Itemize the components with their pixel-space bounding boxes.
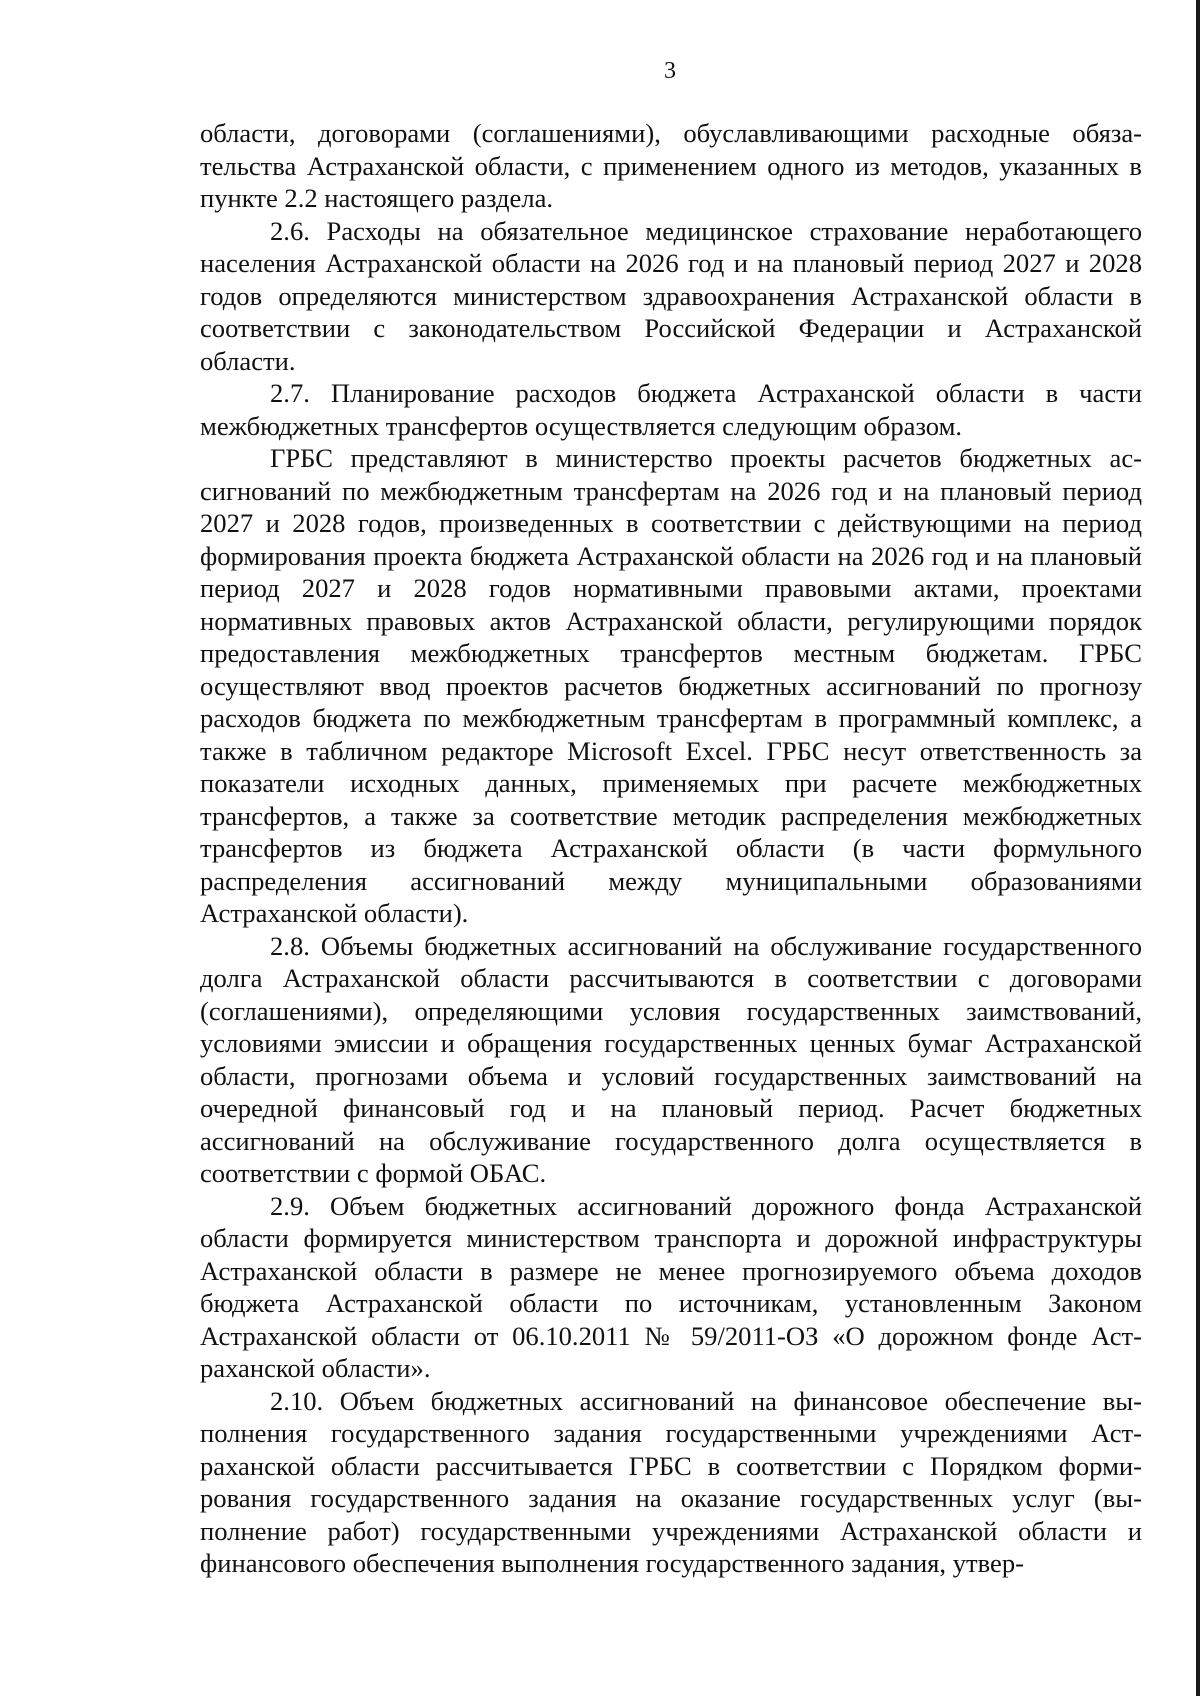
document-body xyxy=(200,117,1142,1580)
page-number: 3 xyxy=(664,58,676,84)
paragraph-2-7: 2.7. Планирование расходов бюджета Астраханской области в части межбюджетных трансфертов осуществляется следующим образом. xyxy=(200,378,1142,441)
paragraph-2-6: 2.6. Расходы на обязательное медицинское страхование неработающего населения Астраханской области на 2026 год и на плановый период 2027 и 2028 годов определяются министерством здравоохранения Астраханской области в соответствии с законодательством Российской Федерации и Астраханской области. xyxy=(200,215,1142,376)
paragraph-continuation: области, договорами (соглашениями), обуславливающими расходные обязательства Астраханской области, с применением одного из методов, указанных в пункте 2.2 настоящего раздела. xyxy=(200,118,1142,213)
page-edge-border xyxy=(1196,0,1200,1696)
paragraph-grbs: ГРБС представляют в министерство проекты расчетов бюджетных ассигнований по межбюджетным трансфертам на 2026 год и на плановый период 2027 и 2028 годов, произведенных в соответствии с действующими на период формирования проекта бюджета Астраханской области на 2026 год и на плановый период 2027 и 2028 годов нормативными правовыми актами, проектами нормативных правовых актов Астраханской области, регулирующими порядок предоставления межбюджетных трансфертов местным бюджетам. ГРБС осуществляют ввод проектов расчетов бюджетных ассигнований по прогнозу расходов бюджета по межбюджетным трансфертам в программный комплекс, а также в табличном редакторе Microsoft Excel. ГРБС несут ответственность за показатели исходных данных, применяемых при расчете межбюджетных трансфертов, а также за соответствие методик распределения межбюджетных трансфертов из бюджета Астраханской области (в части формульного распределения ассигнований между муниципальными образованиями Астраханской области). xyxy=(200,443,1142,928)
paragraph-2-8: 2.8. Объемы бюджетных ассигнований на обслуживание государственного долга Астраханской области рассчитываются в соответствии с договорами (соглашениями), определяющими условия государственных заимствований, условиями эмиссии и обращения государственных ценных бумаг Астраханской области, прогнозами объема и условий государственных заимствований на очередной финансовый год и на плановый период. Расчет бюджетных ассигнований на обслуживание государственного долга осуществляется в соответствии с формой ОБАС. xyxy=(200,930,1142,1188)
paragraph-2-9: 2.9. Объем бюджетных ассигнований дорожного фонда Астраханской области формируется министерством транспорта и дорожной инфраструктуры Астраханской области в размере не менее прогнозируемого объема доходов бюджета Астраханской области по источникам, установленным Законом Астраханской области от 06.10.2011 № 59/2011-ОЗ «О дорожном фонде Астраханской области». xyxy=(200,1190,1142,1383)
paragraph-2-10: 2.10. Объем бюджетных ассигнований на финансовое обеспечение выполнения государственного задания государственными учреждениями Астраханской области рассчитывается ГРБС в соответствии с Порядком формирования государственного задания на оказание государственных услуг (выполнение работ) государственными учреждениями Астраханской области и финансового обеспечения выполнения государственного задания, утвер- xyxy=(200,1385,1142,1578)
